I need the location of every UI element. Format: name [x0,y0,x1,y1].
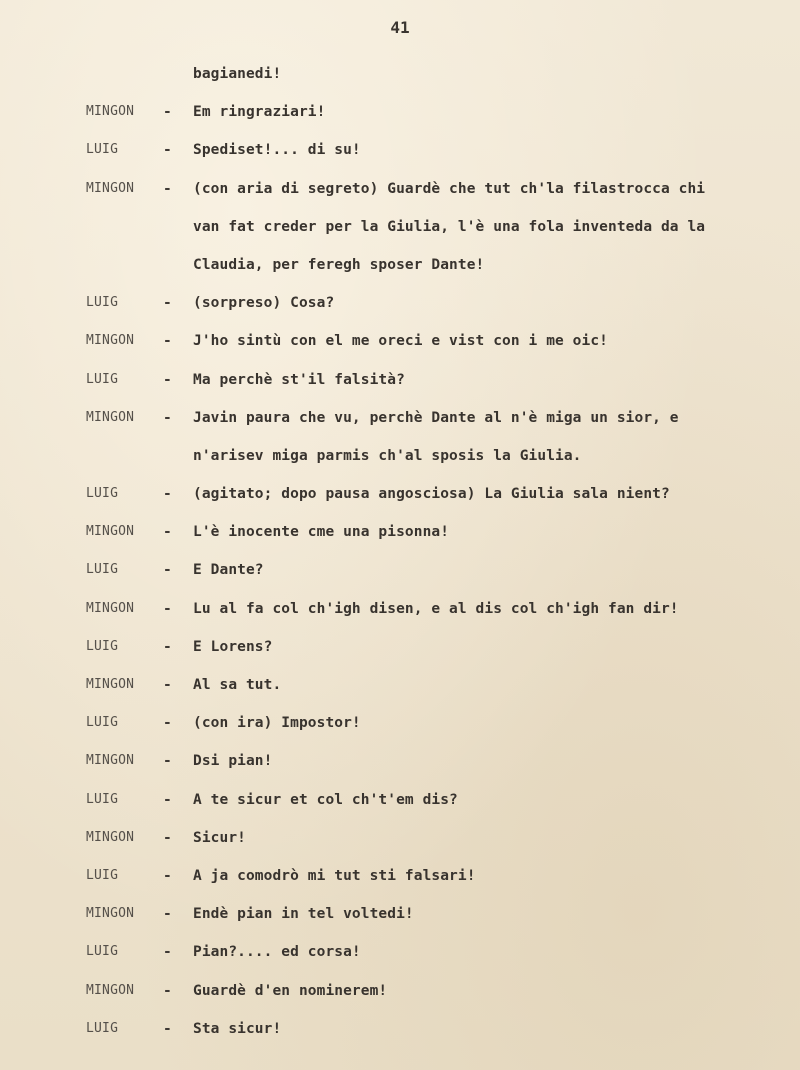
dialogue-text: Spediset!... di su! [193,142,361,159]
script-line [0,513,800,551]
dialogue-dash: - [163,638,172,655]
dialogue-dash: - [163,180,172,197]
dialogue-text: J'ho sintù con el me oreci e vist con i me oic! [193,333,608,350]
dialogue-text: van fat creder per la Giulia, l'è una fola inventeda da la [193,218,706,235]
dialogue-text: E Lorens? [193,638,273,655]
dialogue-text: (con aria di segreto) Guardè che tut ch'la filastrocca chi [193,180,706,197]
speaker-name: MINGON [86,104,135,120]
dialogue-dash: - [163,295,172,312]
speaker-name: LUIG [86,1020,119,1036]
speaker-name: MINGON [86,409,135,425]
speaker-name: MINGON [86,524,135,540]
script-line [0,857,800,895]
dialogue-text: Guardè d'en nominerem! [193,982,388,999]
dialogue-text: Endè pian in tel voltedi! [193,906,414,923]
dialogue-dash: - [163,371,172,388]
speaker-name: MINGON [86,982,135,998]
dialogue-dash: - [163,906,172,923]
script-line [0,475,800,513]
script-line [0,666,800,704]
dialogue-dash: - [163,982,172,999]
script-line [0,933,800,971]
dialogue-dash: - [163,944,172,961]
script-line [0,322,800,360]
speaker-name: LUIG [86,371,119,387]
dialogue-dash: - [163,142,172,159]
script-body [0,55,800,1048]
dialogue-text: n'arisev miga parmis ch'al sposis la Giulia. [193,447,582,464]
script-line [0,742,800,780]
speaker-name: LUIG [86,791,119,807]
dialogue-dash: - [163,791,172,808]
speaker-name: MINGON [86,906,135,922]
speaker-name: MINGON [86,677,135,692]
script-line [0,972,800,1010]
script-line [0,208,800,246]
dialogue-text: Pian?.... ed corsa! [193,944,361,961]
speaker-name: MINGON [86,333,135,349]
speaker-name: MINGON [86,180,135,196]
dialogue-text: Em ringraziari! [193,104,326,121]
dialogue-text: E Dante? [193,562,264,579]
dialogue-text: bagianedi! [193,66,282,82]
speaker-name: MINGON [86,600,135,616]
dialogue-dash: - [163,715,172,732]
script-line [0,361,800,399]
dialogue-text: (sorpreso) Cosa? [193,295,335,312]
script-line [0,437,800,475]
script-line [0,1010,800,1048]
speaker-name: LUIG [86,562,119,578]
script-line [0,551,800,589]
dialogue-text: Lu al fa col ch'igh disen, e al dis col ch'igh fan dir! [193,600,679,617]
speaker-name: LUIG [86,142,119,158]
script-line [0,170,800,208]
script-line [0,819,800,857]
dialogue-dash: - [163,486,172,503]
dialogue-dash: - [163,829,172,846]
dialogue-text: Dsi pian! [193,753,273,770]
dialogue-dash: - [163,524,172,541]
dialogue-dash: - [163,409,172,426]
script-line [0,895,800,933]
dialogue-text: Sta sicur! [193,1020,282,1037]
script-line [0,781,800,819]
speaker-name: LUIG [86,486,119,502]
dialogue-text: Sicur! [193,829,246,846]
script-line [0,628,800,666]
dialogue-text: A ja comodrò mi tut sti falsari! [193,867,476,884]
speaker-name: LUIG [86,295,119,311]
dialogue-dash: - [163,753,172,770]
dialogue-text: Javin paura che vu, perchè Dante al n'è miga un sior, e [193,409,679,426]
script-line [0,246,800,284]
dialogue-dash: - [163,562,172,579]
dialogue-text: Ma perchè st'il falsità? [193,371,405,388]
script-line [0,590,800,628]
script-line [0,55,800,93]
script-line [0,704,800,742]
dialogue-text: Al sa tut. [193,677,282,693]
dialogue-dash: - [163,1020,172,1037]
script-line [0,399,800,437]
speaker-name: LUIG [86,638,119,654]
dialogue-dash: - [163,600,172,617]
script-line [0,284,800,322]
dialogue-dash: - [163,333,172,350]
speaker-name: MINGON [86,829,135,845]
speaker-name: LUIG [86,867,119,883]
dialogue-dash: - [163,104,172,121]
dialogue-dash: - [163,867,172,884]
dialogue-dash: - [163,677,172,693]
speaker-name: MINGON [86,753,135,769]
speaker-name: LUIG [86,715,119,731]
dialogue-text: (agitato; dopo pausa angosciosa) La Giulia sala nient? [193,486,670,503]
speaker-name: LUIG [86,944,119,960]
script-line [0,93,800,131]
script-line [0,131,800,169]
dialogue-text: A te sicur et col ch't'em dis? [193,791,458,808]
dialogue-text: L'è inocente cme una pisonna! [193,524,450,541]
page-number: 41 [390,18,410,37]
dialogue-text: Claudia, per feregh sposer Dante! [193,256,485,273]
dialogue-text: (con ira) Impostor! [193,715,361,732]
